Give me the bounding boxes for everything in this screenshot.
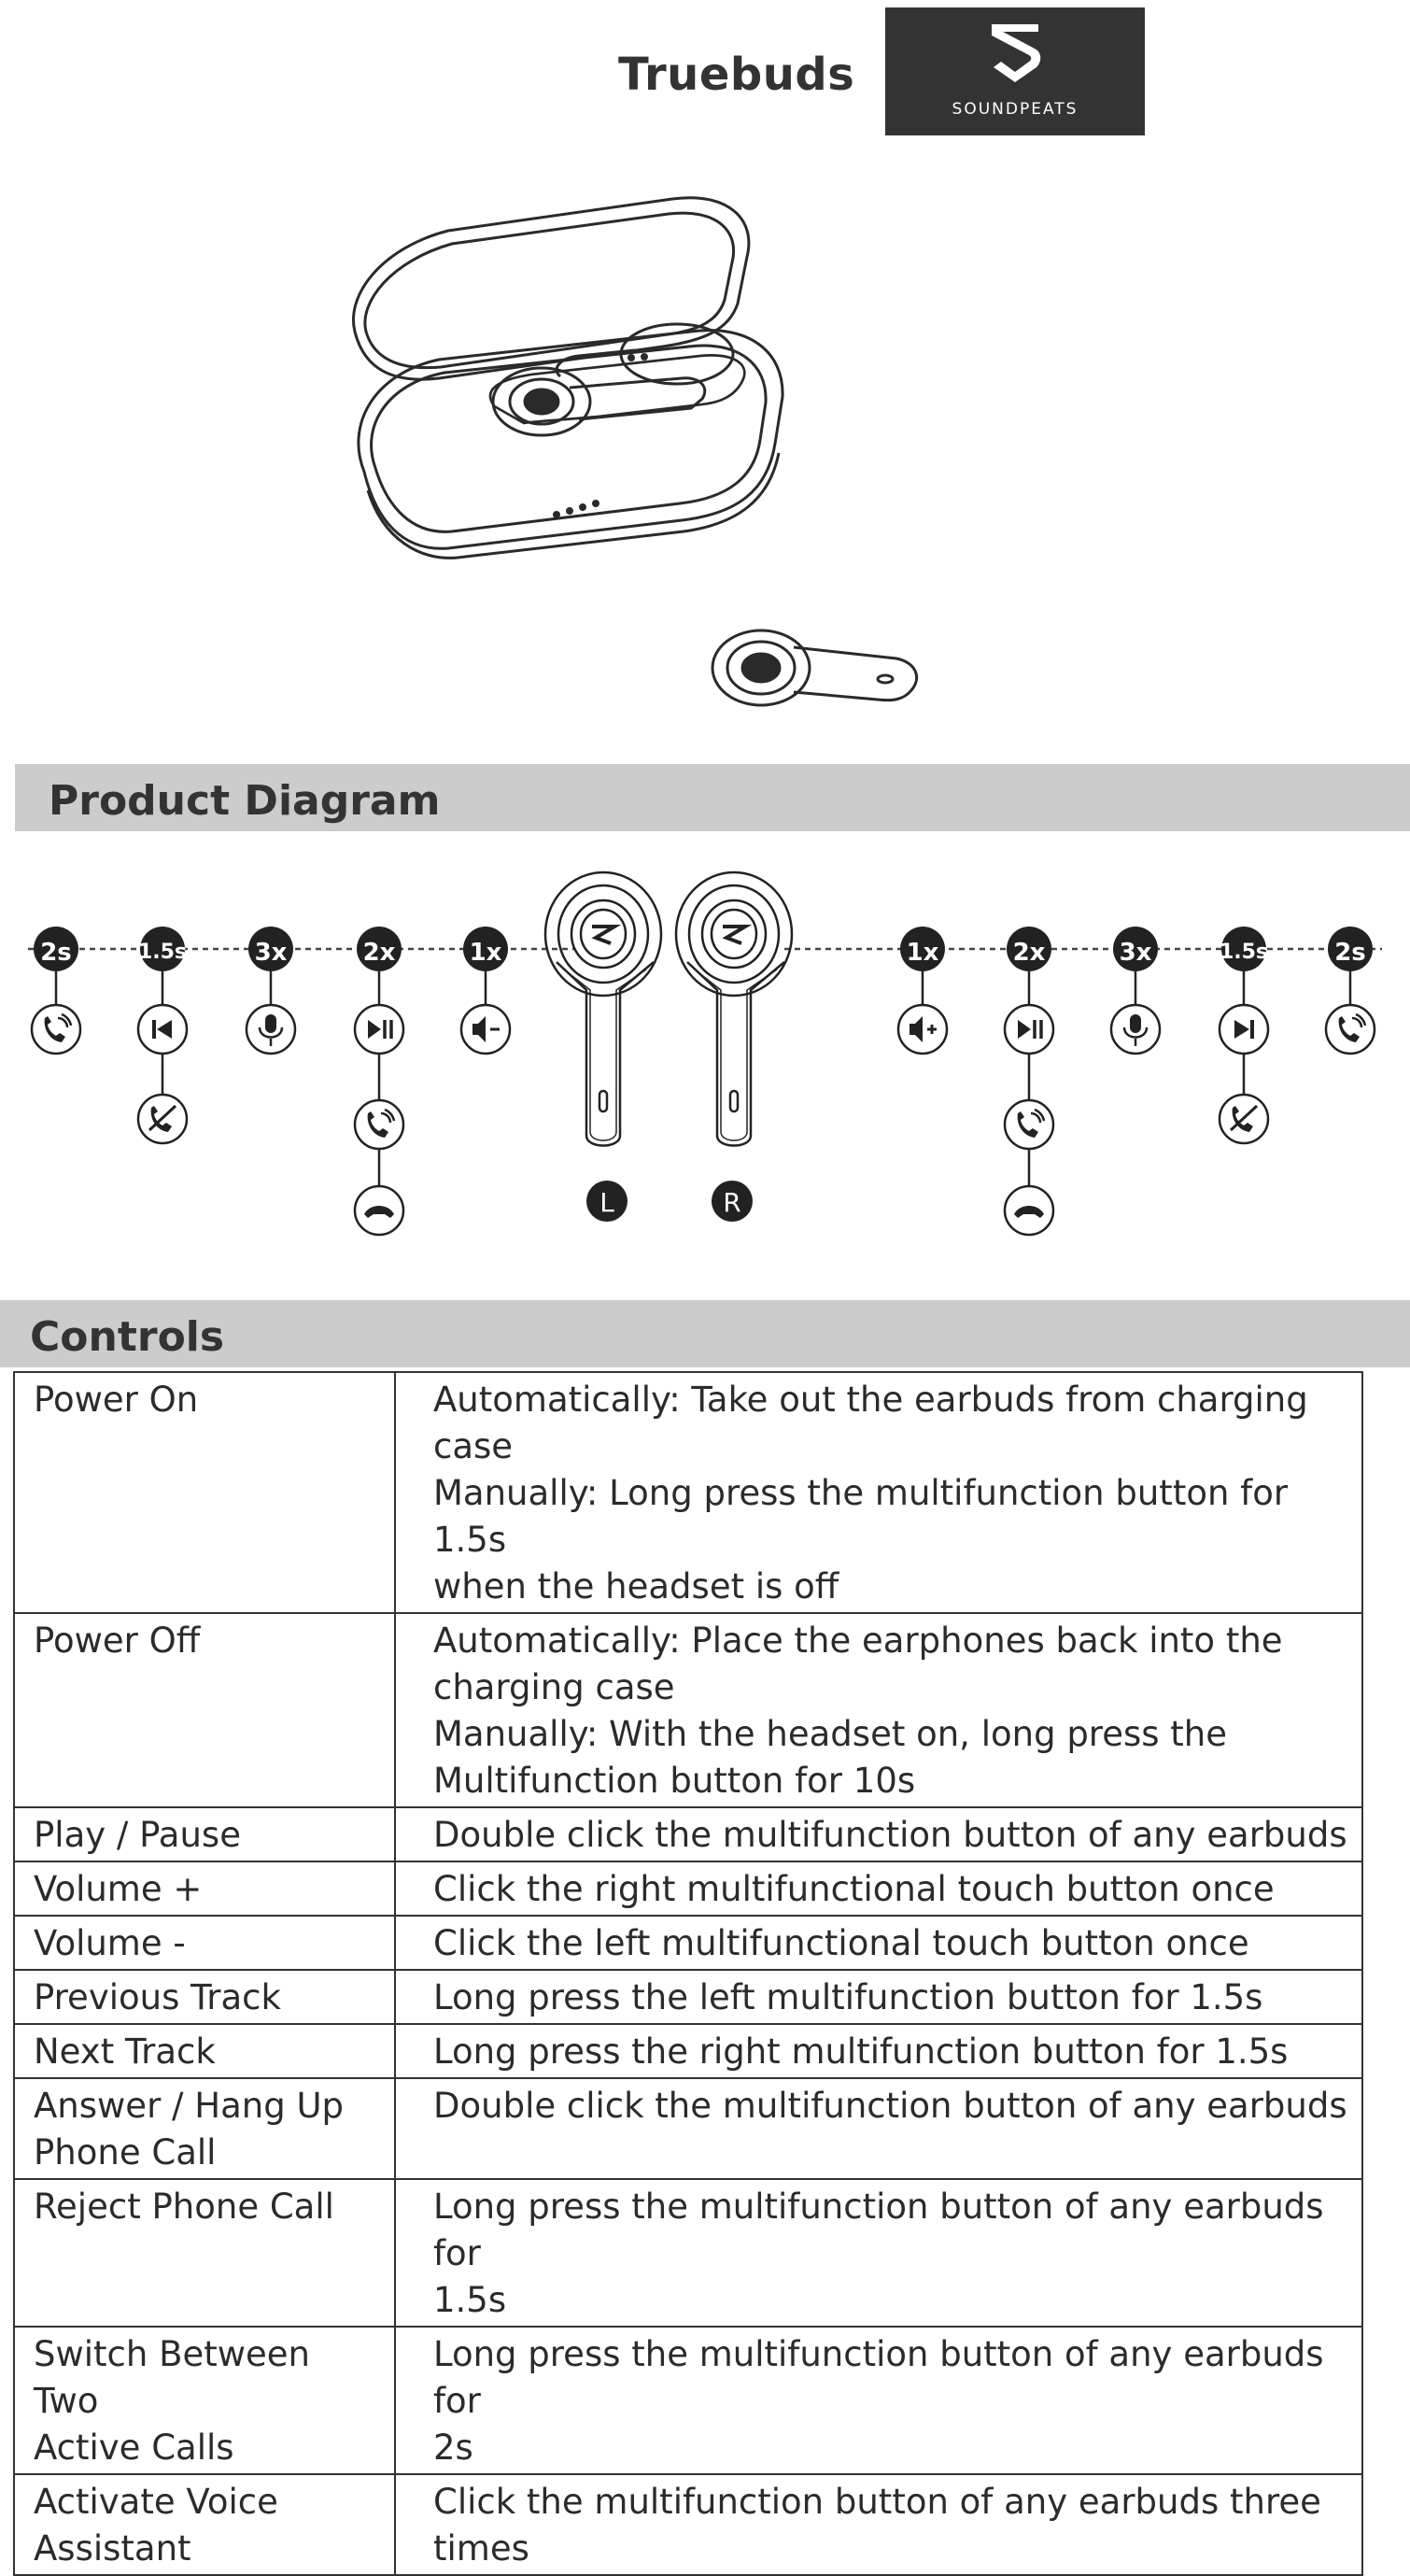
badge-label: 2s: [1334, 939, 1366, 967]
hang-up-icon: [355, 1186, 403, 1235]
badge-label: 2x: [362, 939, 396, 967]
play-pause-icon: [355, 1005, 403, 1054]
right-label: R: [723, 1187, 741, 1218]
document-title: Truebuds: [618, 49, 855, 101]
badge-label: 2s: [40, 939, 72, 967]
right-badge-2s: [1328, 927, 1373, 1005]
function-cell: Play / Pause: [14, 1807, 395, 1861]
right-indicator: [712, 1181, 753, 1222]
description-cell: Click the left multifunctional touch button once: [395, 1916, 1362, 1970]
table-row: [14, 2474, 1362, 2575]
table-row: [14, 2179, 1362, 2327]
badge-label: 1.5s: [1219, 941, 1269, 964]
description-cell: Double click the multifunction button of any earbuds: [395, 1807, 1362, 1861]
table-row: [14, 1970, 1362, 2024]
right-earbud-illustration: [676, 872, 792, 1146]
function-cell: Volume -: [14, 1916, 395, 1970]
product-diagram-header: [15, 764, 1410, 831]
description-cell: Long press the multifunction button of any earbuds for 1.5s: [395, 2179, 1362, 2327]
microphone-icon: [1111, 1005, 1160, 1054]
phone-switch-icon: [1326, 1005, 1375, 1054]
right-badge-3x: [1113, 927, 1158, 1005]
badge-label: 1x: [906, 939, 939, 967]
table-row: [14, 1916, 1362, 1970]
volume-down-icon: [461, 1005, 510, 1054]
product-diagram-title: Product Diagram: [49, 777, 441, 825]
microphone-icon: [247, 1005, 295, 1054]
table-row: [14, 1372, 1362, 1613]
next-track-icon: [1220, 1005, 1268, 1054]
description-cell: Long press the right multifunction button for 1.5s: [395, 2024, 1362, 2078]
badge-label: 2x: [1012, 939, 1046, 967]
description-cell: Automatically: Place the earphones back into the charging case Manually: With the headset on, long press the Multifunction button for 10s: [395, 1613, 1362, 1807]
description-cell: Long press the left multifunction button for 1.5s: [395, 1970, 1362, 2024]
function-cell: Answer / Hang Up Phone Call: [14, 2078, 395, 2179]
function-cell: Power On: [14, 1372, 395, 1613]
answer-call-icon: [355, 1100, 403, 1149]
badge-label: 3x: [1119, 939, 1152, 967]
previous-track-icon: [138, 1005, 187, 1054]
description-cell: Long press the multifunction button of any earbuds for 2s: [395, 2327, 1362, 2474]
brand-logo: [885, 7, 1145, 135]
table-row: [14, 2327, 1362, 2474]
answer-call-icon: [1005, 1100, 1053, 1149]
soundpeats-logo-icon: [986, 21, 1044, 86]
reject-call-icon: [138, 1095, 187, 1143]
function-cell: Power Off: [14, 1613, 395, 1807]
function-cell: Reject Phone Call: [14, 2179, 395, 2327]
table-row: [14, 1861, 1362, 1916]
left-indicator: [586, 1181, 627, 1222]
function-cell: Next Track: [14, 2024, 395, 2078]
left-label: L: [599, 1187, 614, 1218]
badge-label: 3x: [254, 939, 288, 967]
badge-label: 1x: [469, 939, 502, 967]
controls-header: [0, 1300, 1410, 1367]
right-badge-1x: [900, 927, 945, 1005]
hang-up-icon: [1005, 1186, 1053, 1235]
volume-up-icon: [898, 1005, 947, 1054]
left-earbud-illustration: [545, 872, 661, 1146]
phone-switch-icon: [32, 1005, 80, 1054]
play-pause-icon: [1005, 1005, 1053, 1054]
function-cell: Activate Voice Assistant: [14, 2474, 395, 2575]
description-cell: Click the multifunction button of any earbuds three times: [395, 2474, 1362, 2575]
left-badge-2s: [34, 927, 78, 1005]
function-cell: Volume +: [14, 1861, 395, 1916]
table-row: [14, 2024, 1362, 2078]
brand-name: SOUNDPEATS: [952, 100, 1079, 119]
earbud-control-diagram: [0, 841, 1410, 1308]
left-badge-3x: [248, 927, 293, 1005]
badge-label: 1.5s: [137, 941, 188, 964]
charging-case-illustration: [336, 191, 952, 715]
table-row: [14, 1807, 1362, 1861]
table-row: [14, 2078, 1362, 2179]
left-badge-1x: [463, 927, 508, 1005]
function-cell: Switch Between Two Active Calls: [14, 2327, 395, 2474]
description-cell: Click the right multifunctional touch button once: [395, 1861, 1362, 1916]
description-cell: Automatically: Take out the earbuds from charging case Manually: Long press the multifunction button for 1.5s when the headset is off: [395, 1372, 1362, 1613]
table-row: [14, 1613, 1362, 1807]
description-cell: Double click the multifunction button of any earbuds: [395, 2078, 1362, 2179]
controls-title: Controls: [30, 1313, 225, 1361]
controls-table: [13, 1371, 1363, 2576]
function-cell: Previous Track: [14, 1970, 395, 2024]
reject-call-icon: [1220, 1095, 1268, 1143]
